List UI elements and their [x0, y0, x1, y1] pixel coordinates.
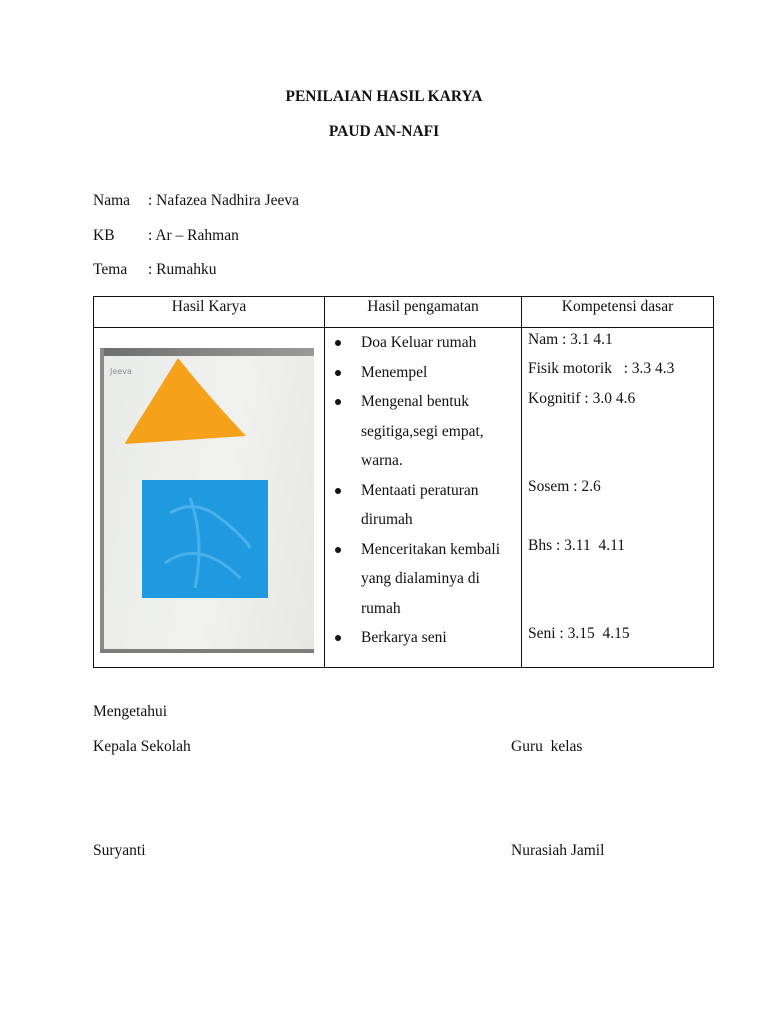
guru-kelas-name: Nurasiah Jamil [511, 842, 605, 859]
tema-value: : Rumahku [148, 261, 217, 278]
assessment-table [93, 296, 714, 668]
competency-fisik-motorik: Fisik motorik : 3.3 4.3 [528, 360, 675, 377]
handwritten-name: Jeeva [110, 367, 132, 376]
observation-list [325, 328, 521, 653]
competency-bhs: Bhs : 3.11 4.11 [528, 537, 626, 554]
kepala-sekolah-label: Kepala Sekolah [93, 738, 191, 755]
header-hasil-pengamatan: Hasil pengamatan [325, 297, 522, 328]
school-name: PAUD AN-NAFI [328, 123, 440, 140]
guru-kelas-label: Guru kelas [511, 738, 583, 755]
list-item: Doa Keluar rumah [333, 328, 511, 358]
artwork-photo [100, 348, 314, 653]
list-item: Mentaati peraturan dirumah [333, 476, 511, 535]
table-header-row [94, 297, 714, 328]
blue-square [142, 480, 268, 598]
list-item: Berkarya seni [333, 623, 511, 653]
nama-label: Nama [93, 192, 131, 209]
header-kompetensi-dasar: Kompetensi dasar [522, 297, 714, 328]
table-body-row [94, 328, 714, 668]
kepala-sekolah-name: Suryanti [93, 842, 146, 859]
document-title: PENILAIAN HASIL KARYA [285, 88, 483, 105]
orange-triangle [125, 358, 246, 444]
competency-sosem: Sosem : 2.6 [528, 478, 601, 495]
observation-cell [325, 328, 522, 668]
list-item: Mengenal bentuk segitiga,segi empat, warna. [333, 387, 511, 476]
list-item: Menceritakan kembali yang dialaminya di rumah [333, 535, 511, 624]
artwork-drawing [100, 348, 314, 653]
mengetahui-label: Mengetahui [93, 703, 168, 720]
header-hasil-karya: Hasil Karya [94, 297, 325, 328]
list-item: Menempel [333, 358, 511, 388]
kb-label: KB [93, 227, 115, 244]
kb-value: : Ar – Rahman [148, 227, 239, 244]
competency-cell [522, 328, 714, 668]
tema-label: Tema [93, 261, 128, 278]
competency-seni: Seni : 3.15 4.15 [528, 625, 630, 642]
nama-value: : Nafazea Nadhira Jeeva [148, 192, 300, 209]
artwork-cell [94, 328, 325, 668]
competency-nam: Nam : 3.1 4.1 [528, 331, 613, 348]
competency-kognitif: Kognitif : 3.0 4.6 [528, 390, 636, 407]
